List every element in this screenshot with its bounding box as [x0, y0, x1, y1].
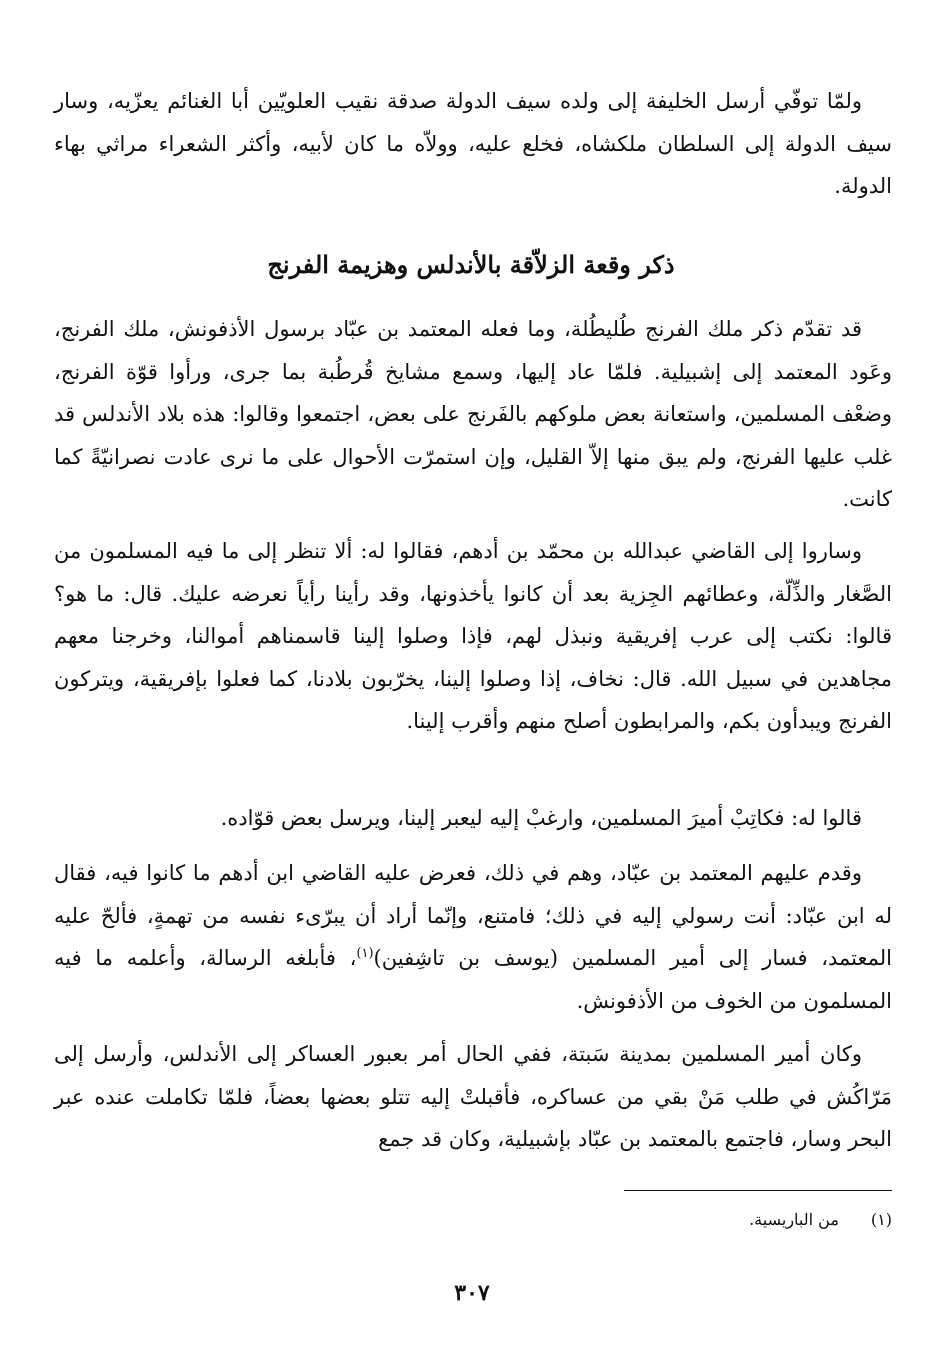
paragraph-block-2: [54, 308, 892, 521]
paragraph-block-1: [54, 80, 892, 208]
paragraph: قالوا له: فكاتِبْ أميرَ المسلمين، وارغبْ إليه ليعبر إلينا، ويرسل بعض قوّاده.: [220, 806, 862, 830]
section-heading: ذكر وقعة الزلاّقة بالأندلس وهزيمة الفرنج: [267, 250, 675, 279]
footnote: [54, 1210, 892, 1229]
paragraph: وساروا إلى القاضي عبدالله بن محمّد بن أدهم، فقالوا له: ألا تنظر إلى ما فيه المسلمون من الصَّغار والذِّلّة، وعطائهم الجِزية بعد أن كانوا يأخذونها، وقد رأينا رأياً نعرضه عليك. قال: ما هو؟ قالوا: نكتب إلى عرب إفريقية ونبذل لهم، فإذا وصلوا إلينا قاسمناهم أموالنا، وخرجنا معهم مجاهدين في سبيل الله. قال: نخاف، إذا وصلوا إلينا، يخرّبون بلادنا، كما فعلوا بإفريقية، ويتركون الفرنج ويبدأون بكم، والمرابطون أصلح منهم وأقرب إلينا.: [54, 539, 892, 733]
paragraph-text: ، فأبلغه الرسالة، وأعلمه ما فيه المسلمون من الخوف من الأذفونش.: [54, 946, 892, 1013]
footnote-divider: [624, 1190, 892, 1191]
paragraph-block-4: [54, 797, 892, 840]
paragraph: وكان أمير المسلمين بمدينة سَبتة، ففي الحال أمر بعبور العساكر إلى الأندلس، وأرسل إلى مَرّاكُش في طلب مَنْ بقي من عساكره، فأقبلتْ إليه تتلو بعضها بعضاً، فلمّا تكاملت عنده عبر البحر وسار، فاجتمع بالمعتمد بن عبّاد بإشبيلية، وكان قد جمع: [54, 1042, 892, 1151]
page-number: ٣٠٧: [454, 1280, 490, 1306]
paragraph-block-3: [54, 530, 892, 743]
footnote-text: من الباريسية.: [749, 1210, 839, 1229]
paragraph: [54, 852, 892, 1022]
paragraph-block-5: [54, 852, 892, 1022]
paragraph-block-6: [54, 1033, 892, 1161]
paragraph: قد تقدّم ذكر ملك الفرنج طُليطُلة، وما فعله المعتمد بن عبّاد برسول الأذفونش، ملك الفرنج، وعَود المعتمد إلى إشبيلية. فلمّا عاد إليها، وسمع مشايخ قُرطُبة بما جرى، ورأوا قوّة الفرنج، وضعْف المسلمين، واستعانة بعض ملوكهم بالفَرنج على بعض، اجتمعوا وقالوا: هذه بلاد الأندلس قد غلب عليها الفرنج، ولم يبق منها إلاّ القليل، وإن استمرّت الأحوال على ما نرى عادت نصرانيّةً كما كانت.: [54, 317, 892, 511]
footnote-marker: (١): [870, 1210, 892, 1229]
paragraph: ولمّا توفّي أرسل الخليفة إلى ولده سيف الدولة صدقة نقيب العلويّين أبا الغنائم يعزّيه، وسار سيف الدولة إلى السلطان ملكشاه، فخلع عليه، وولاّه ما كان لأبيه، وأكثر الشعراء مراثي بهاء الدولة.: [54, 89, 892, 198]
footnote-reference: (١): [356, 946, 374, 961]
paragraph-text: وقدم عليهم المعتمد بن عبّاد، وهم في ذلك، فعرض عليه القاضي ابن أدهم ما كانوا فيه، فقال له ابن عبّاد: أنت رسولي إليه في ذلك؛ فامتنع، وإنّما أراد أن يبرّىء نفسه من تهمةٍ، فألحّ عليه المعتمد، فسار إلى أمير المسلمين (يوسف بن تاشِفين): [54, 861, 892, 970]
